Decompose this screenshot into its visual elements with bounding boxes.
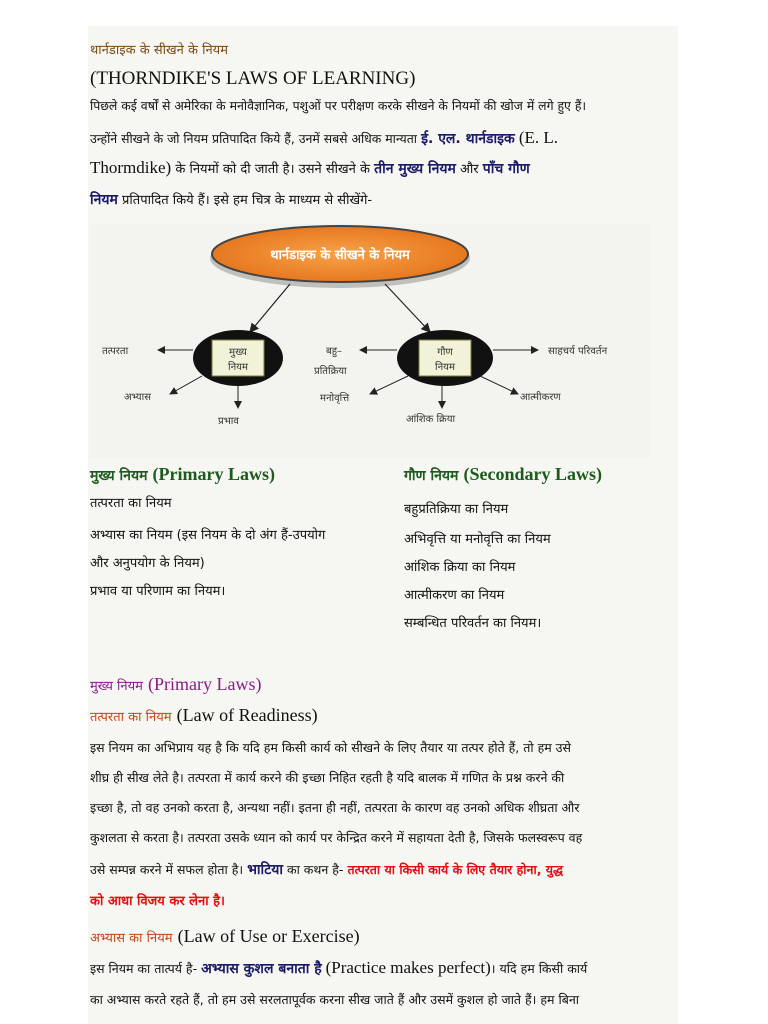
readiness-line-1: इस नियम का अभिप्राय यह है कि यदि हम किसी कार्य को सीखने के लिए तैयार या तत्पर होते हैं, तो हम उसे <box>90 740 571 755</box>
primary-node-line1: मुख्य <box>229 347 247 358</box>
list-item: तत्परता का नियम <box>90 496 172 511</box>
exercise-line-2: का अभ्यास करते रहते हैं, तो हम उसे सरलतापूर्वक करना सीख जाते हैं और उसमें कुशल हो जाते हैं। हम बिना <box>90 992 580 1007</box>
list-item: प्रभाव या परिणाम का नियम। <box>90 584 226 599</box>
secondary-laws-list <box>404 496 551 638</box>
primary-laws-list <box>90 490 325 606</box>
leaf-readiness: तत्परता <box>102 346 129 357</box>
intro-line-4: नियम प्रतिपादित किये हैं। इसे हम चित्र के माध्यम से सीखेंगे- <box>90 192 373 208</box>
list-item: आत्मीकरण का नियम <box>404 588 505 603</box>
readiness-quote-cont: को आधा विजय कर लेना है। <box>90 894 225 909</box>
leaf-attitude: मनोवृत्ति <box>320 393 350 404</box>
quoted-author: भाटिया <box>247 862 283 878</box>
arrow-to-primary <box>250 284 290 332</box>
leaf-multiple-response-1: बहु– <box>326 346 343 357</box>
list-item: बहुप्रतिक्रिया का नियम <box>404 502 509 517</box>
list-item: आंशिक क्रिया का नियम <box>404 560 516 575</box>
laws-diagram <box>90 224 650 458</box>
list-item: अभ्यास का नियम (इस नियम के दो अंग हैं-उपयोग <box>90 528 326 543</box>
arrow-exercise <box>170 376 202 394</box>
title-hindi: थार्नडाइक के सीखने के नियम <box>90 43 228 58</box>
list-item: और अनुपयोग के नियम) <box>90 556 205 571</box>
intro-line-1: पिछले कई वर्षों से अमेरिका के मनोवैज्ञानिक, पशुओं पर परीक्षण करके सीखने के नियमों की खोज में लगे हुए हैं। <box>90 98 587 113</box>
leaf-assimilation: आत्मीकरण <box>520 392 561 403</box>
leaf-associative-shifting: साहचर्य परिवर्तन <box>548 346 608 357</box>
leaf-multiple-response-2: प्रतिक्रिया <box>314 366 347 377</box>
top-node-label: थार्नडाइक के सीखने के नियम <box>270 248 410 263</box>
list-item: अभिवृत्ति या मनोवृत्ति का नियम <box>404 532 551 547</box>
readiness-line-2: शीघ्र ही सीख लेते है। तत्परता में कार्य करने की इच्छा निहित रहती है यदि बालक में गणित के प्रश्न करने की <box>90 770 565 785</box>
diagram-svg <box>90 224 650 458</box>
readiness-line-4: कुशलता से करता है। तत्परता उसके ध्यान को कार्य पर केन्द्रित करने में सहायता देती है, जिसके फलस्वरूप वह <box>90 830 583 845</box>
intro-line-3: Thormdike) के नियमों को दी जाती है। उसने सीखने के तीन मुख्य नियम और पाँच गौण <box>90 158 530 177</box>
readiness-line-3: इच्छा है, तो वह उनको करता है, अन्यथा नहीं। इतना ही नहीं, तत्परता के कारण वह उनको अधिक शीघ्रता और <box>90 800 580 815</box>
primary-node-line2: नियम <box>228 362 248 373</box>
leaf-partial-activity: आंशिक क्रिया <box>406 414 456 425</box>
secondary-node-line2: नियम <box>435 362 455 373</box>
exercise-heading: अभ्यास का नियम (Law of Use or Exercise) <box>90 926 360 946</box>
arrow-attitude <box>370 376 408 394</box>
secondary-laws-heading: गौण नियम (Secondary Laws) <box>404 464 602 484</box>
leaf-exercise: अभ्यास <box>124 392 151 403</box>
readiness-line-5: उसे सम्पन्न करने में सफल होता है। भाटिया का कथन है- तत्परता या किसी कार्य के लिए तैयार होना, युद्ध <box>90 862 564 878</box>
exercise-line-1: इस नियम का तात्पर्य है- अभ्यास कुशल बनाता है (Practice makes perfect)। यदि हम किसी कार्य <box>90 958 588 977</box>
section-primary-heading: मुख्य नियम (Primary Laws) <box>90 674 262 694</box>
secondary-node-line1: गौण <box>437 347 453 358</box>
list-item: सम्बन्धित परिवर्तन का नियम। <box>404 616 542 631</box>
intro-line-2: उन्होंने सीखने के जो नियम प्रतिपादित किये हैं, उनमें सबसे अधिक मान्यता ई. एल. थार्नडाइक (E. L. <box>90 128 559 147</box>
primary-laws-heading: मुख्य नियम (Primary Laws) <box>90 464 276 484</box>
title-english: (THORNDIKE'S LAWS OF LEARNING) <box>90 68 416 89</box>
author-name: ई. एल. थार्नडाइक <box>421 131 515 147</box>
readiness-heading: तत्परता का नियम (Law of Readiness) <box>90 705 318 725</box>
arrow-to-secondary <box>385 284 430 332</box>
leaf-effect: प्रभाव <box>218 416 239 427</box>
arrow-assimilation <box>480 376 518 394</box>
readiness-quote: तत्परता या किसी कार्य के लिए तैयार होना, युद्ध <box>347 862 564 877</box>
